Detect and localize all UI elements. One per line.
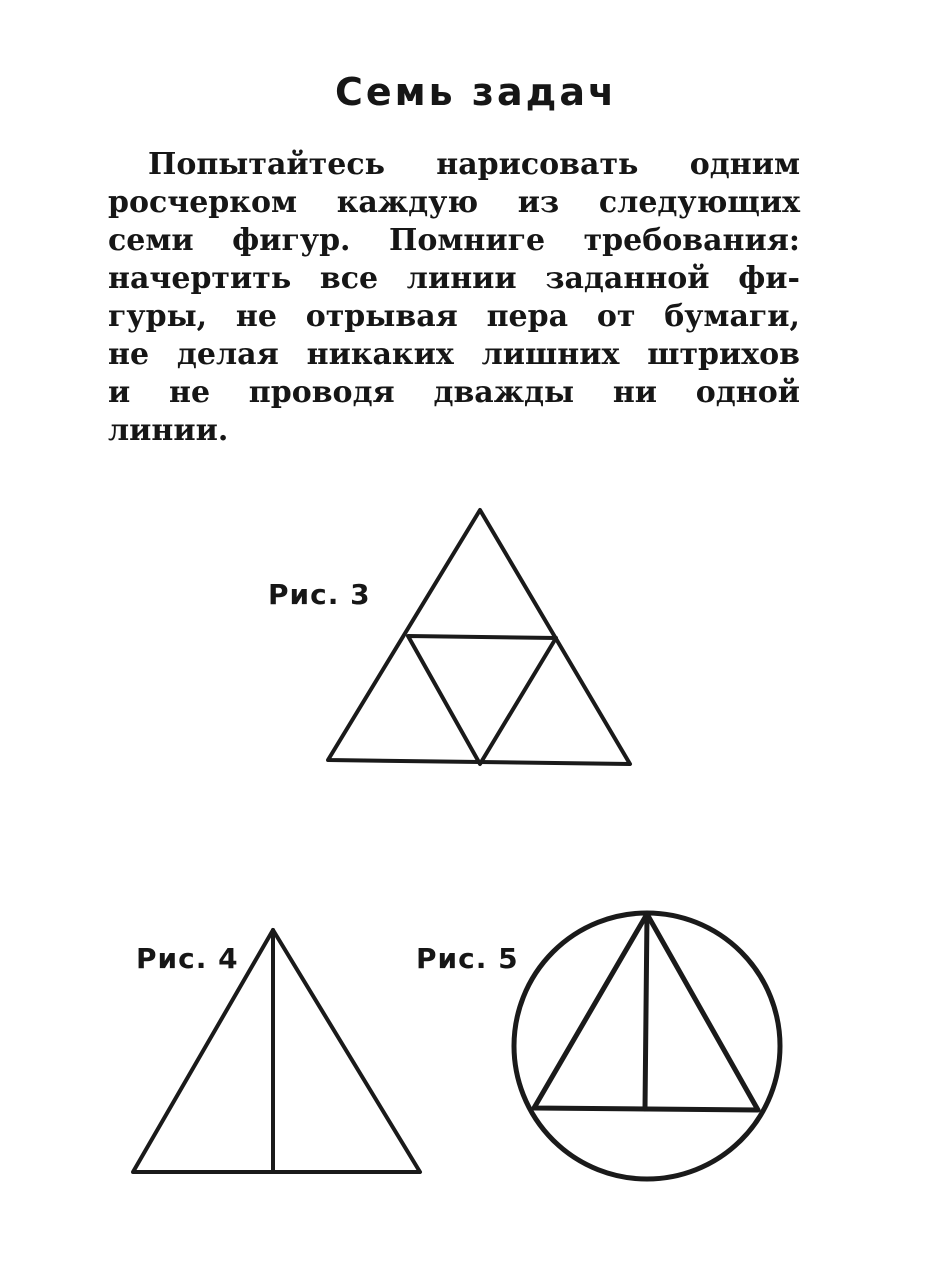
instructions-paragraph: [108, 146, 800, 450]
fig5-median-line: [645, 914, 647, 1109]
paragraph-line: росчерком каждую из следующих: [108, 185, 800, 220]
fig5-triangle: [534, 914, 758, 1110]
paragraph-line: Попытайтесь нарисовать одним: [148, 147, 800, 182]
paragraph-line: и не проводя дважды ни одной: [108, 375, 800, 410]
fig5-caption: Рис. 5: [416, 942, 519, 975]
fig3-outer-triangle: [328, 510, 630, 764]
page-title: Семь задач: [334, 70, 618, 114]
fig4-caption: Рис. 4: [136, 942, 239, 975]
paragraph-line: гуры, не отрывая пера от бумаги,: [108, 299, 800, 334]
fig3-inner-triangle: [408, 636, 556, 764]
paragraph-line: линии.: [108, 413, 229, 448]
fig3-caption: Рис. 3: [268, 578, 371, 611]
paragraph-line: начертить все линии заданной фи-: [108, 261, 800, 296]
fig5-circle: [514, 913, 780, 1179]
paragraph-line: не делая никаких лишних штрихов: [108, 337, 800, 372]
paragraph-line: семи фигур. Помниге требования:: [108, 223, 800, 258]
